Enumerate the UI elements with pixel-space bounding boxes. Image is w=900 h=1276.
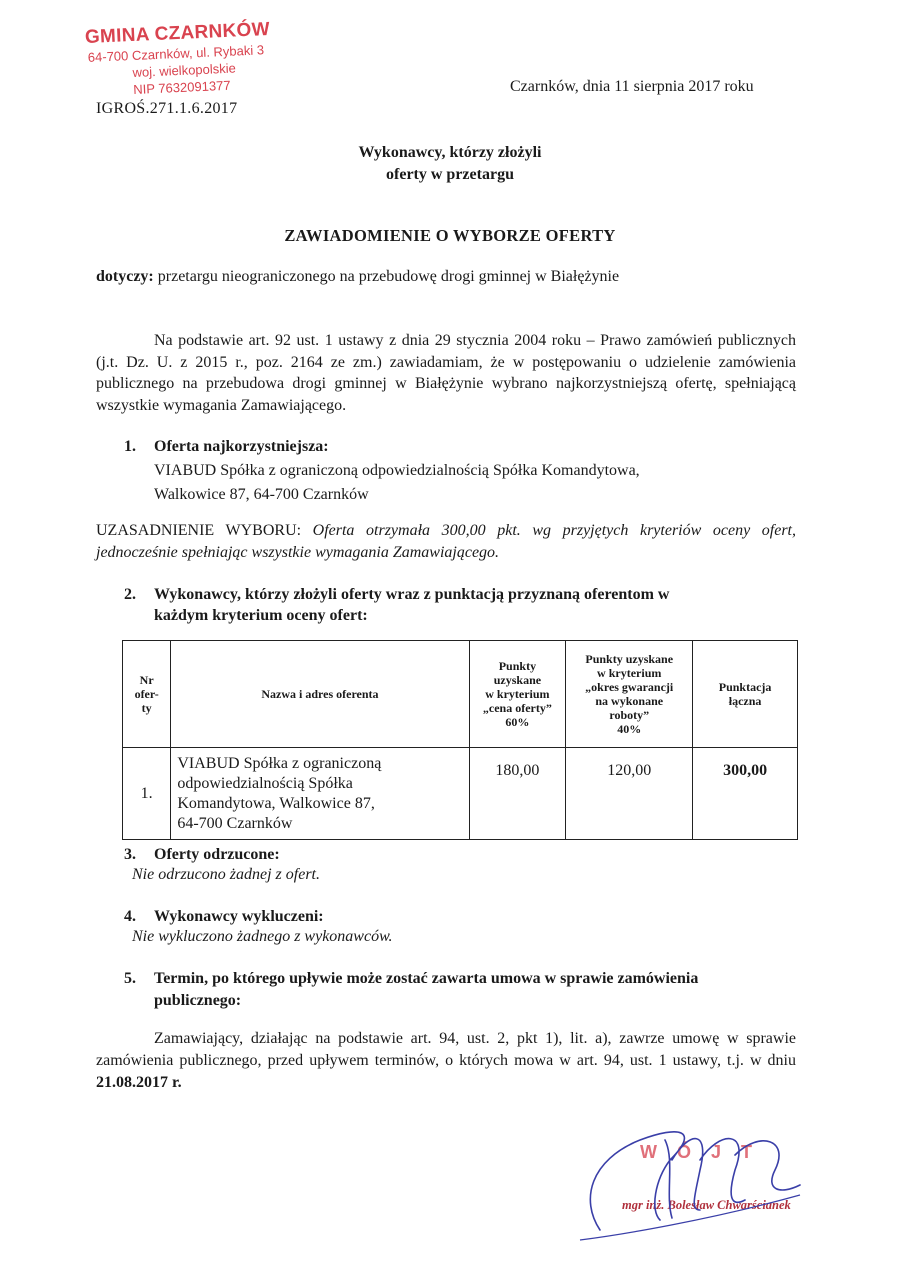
cell-total: 300,00 bbox=[693, 748, 798, 840]
header-nr: Nr ofer- ty bbox=[123, 641, 171, 748]
signature-stamp-name: mgr inż. Bolesław Chwarścianek bbox=[622, 1198, 791, 1212]
section-3-title: Oferty odrzucone: bbox=[154, 846, 280, 863]
section-5-number: 5. bbox=[124, 970, 136, 987]
section-2-heading bbox=[124, 584, 796, 626]
reference-number: IGROŚ.271.1.6.2017 bbox=[96, 100, 238, 117]
stamp-title: GMINA CZARNKÓW bbox=[84, 18, 271, 49]
section-3-number: 3. bbox=[124, 846, 136, 863]
section-5-title-1: Termin, po którego upływie może zostać zawarta umowa w sprawie zamówienia bbox=[154, 970, 699, 987]
stamp-nip: NIP 7632091377 bbox=[132, 77, 231, 97]
section-4-title: Wykonawcy wykluczeni: bbox=[154, 908, 324, 925]
section-2-title-2: każdym kryterium oceny ofert: bbox=[154, 607, 368, 624]
municipality-stamp bbox=[85, 17, 318, 100]
subject-label: dotyczy: bbox=[96, 268, 154, 285]
header-name: Nazwa i adres oferenta bbox=[171, 641, 469, 748]
recipients bbox=[0, 142, 900, 186]
winning-offer bbox=[154, 459, 640, 507]
recipients-line-2: oferty w przetargu bbox=[386, 166, 514, 183]
final-date: 21.08.2017 r. bbox=[96, 1074, 182, 1091]
stamp-region: woj. wielkopolskie bbox=[132, 60, 237, 80]
subject-text: przetargu nieograniczonego na przebudowę drogi gminnej w Białężynie bbox=[153, 268, 620, 285]
document-title: ZAWIADOMIENIE O WYBORZE OFERTY bbox=[284, 226, 616, 245]
subject-line bbox=[96, 268, 619, 286]
cell-cena: 180,00 bbox=[469, 748, 566, 840]
signature-stamp-title: WÓJT bbox=[640, 1142, 772, 1162]
table-header-row bbox=[123, 641, 798, 748]
intro-paragraph: Na podstawie art. 92 ust. 1 ustawy z dnia 29 stycznia 2004 roku – Prawo zamówień publicznych (j.t. Dz. U. z 2015 r., poz. 2164 ze zm.) zawiadamiam, że w postępowaniu o udzielenie zamówienia publicznego na przebudowa drogi gminnej w Białężynie wybrano najkorzystniejszą ofertę, spełniającą wszystkie wymagania Zamawiającego. bbox=[96, 332, 796, 414]
cell-name: VIABUD Spółka z ograniczoną odpowiedzialnością Spółka Komandytowa, Walkowice 87, 64-700 Czarnków bbox=[171, 748, 469, 840]
final-text: Zamawiający, działając na podstawie art. 94, ust. 2, pkt 1), lit. a), zawrze umowę w sprawie zamówienia publicznego, przed upływem terminów, o których mowa w art. 94, ust. 1 ustawy, t.j. w dniu bbox=[96, 1030, 796, 1069]
justification-text: Oferta otrzymała 300,00 pkt. wg przyjętych kryteriów oceny ofert, jednocześnie spełniając wszystkie wymagania Zamawiającego. bbox=[96, 522, 796, 561]
cell-gwarancja: 120,00 bbox=[566, 748, 693, 840]
section-4-text: Nie wykluczono żadnego z wykonawców. bbox=[132, 928, 393, 945]
stamp-address: 64-700 Czarnków, ul. Rybaki 3 bbox=[87, 42, 265, 65]
final-paragraph bbox=[96, 1028, 796, 1094]
section-5-title-2: publicznego: bbox=[154, 992, 242, 1009]
handwritten-signature bbox=[560, 1100, 840, 1250]
section-3-text: Nie odrzucono żadnej z ofert. bbox=[132, 866, 320, 883]
winning-offer-line-1: VIABUD Spółka z ograniczoną odpowiedzialnością Spółka Komandytowa, bbox=[154, 462, 640, 479]
table-row bbox=[123, 748, 798, 840]
section-2-title-1: Wykonawcy, którzy złożyli oferty wraz z punktacją przyznaną oferentom w bbox=[154, 586, 670, 603]
section-4-number: 4. bbox=[124, 908, 136, 925]
header-gwarancja: Punkty uzyskane w kryterium „okres gwarancji na wykonane roboty” 40% bbox=[566, 641, 693, 748]
section-1-heading bbox=[124, 438, 329, 456]
justification bbox=[96, 520, 796, 564]
section-2-number: 2. bbox=[124, 586, 136, 603]
header-cena: Punkty uzyskane w kryterium „cena oferty” 60% bbox=[469, 641, 566, 748]
place-date: Czarnków, dnia 11 sierpnia 2017 roku bbox=[510, 78, 754, 95]
section-5-heading bbox=[124, 968, 796, 1012]
offers-table bbox=[122, 640, 798, 840]
section-4-heading bbox=[124, 908, 324, 926]
winning-offer-line-2: Walkowice 87, 64-700 Czarnków bbox=[154, 486, 369, 503]
section-3-heading bbox=[124, 846, 280, 864]
header-total: Punktacja łączna bbox=[693, 641, 798, 748]
cell-nr: 1. bbox=[123, 748, 171, 840]
section-1-number: 1. bbox=[124, 438, 136, 455]
justification-label: UZASADNIENIE WYBORU: bbox=[96, 522, 302, 539]
recipients-line-1: Wykonawcy, którzy złożyli bbox=[358, 144, 542, 161]
section-1-title: Oferta najkorzystniejsza: bbox=[154, 438, 329, 455]
